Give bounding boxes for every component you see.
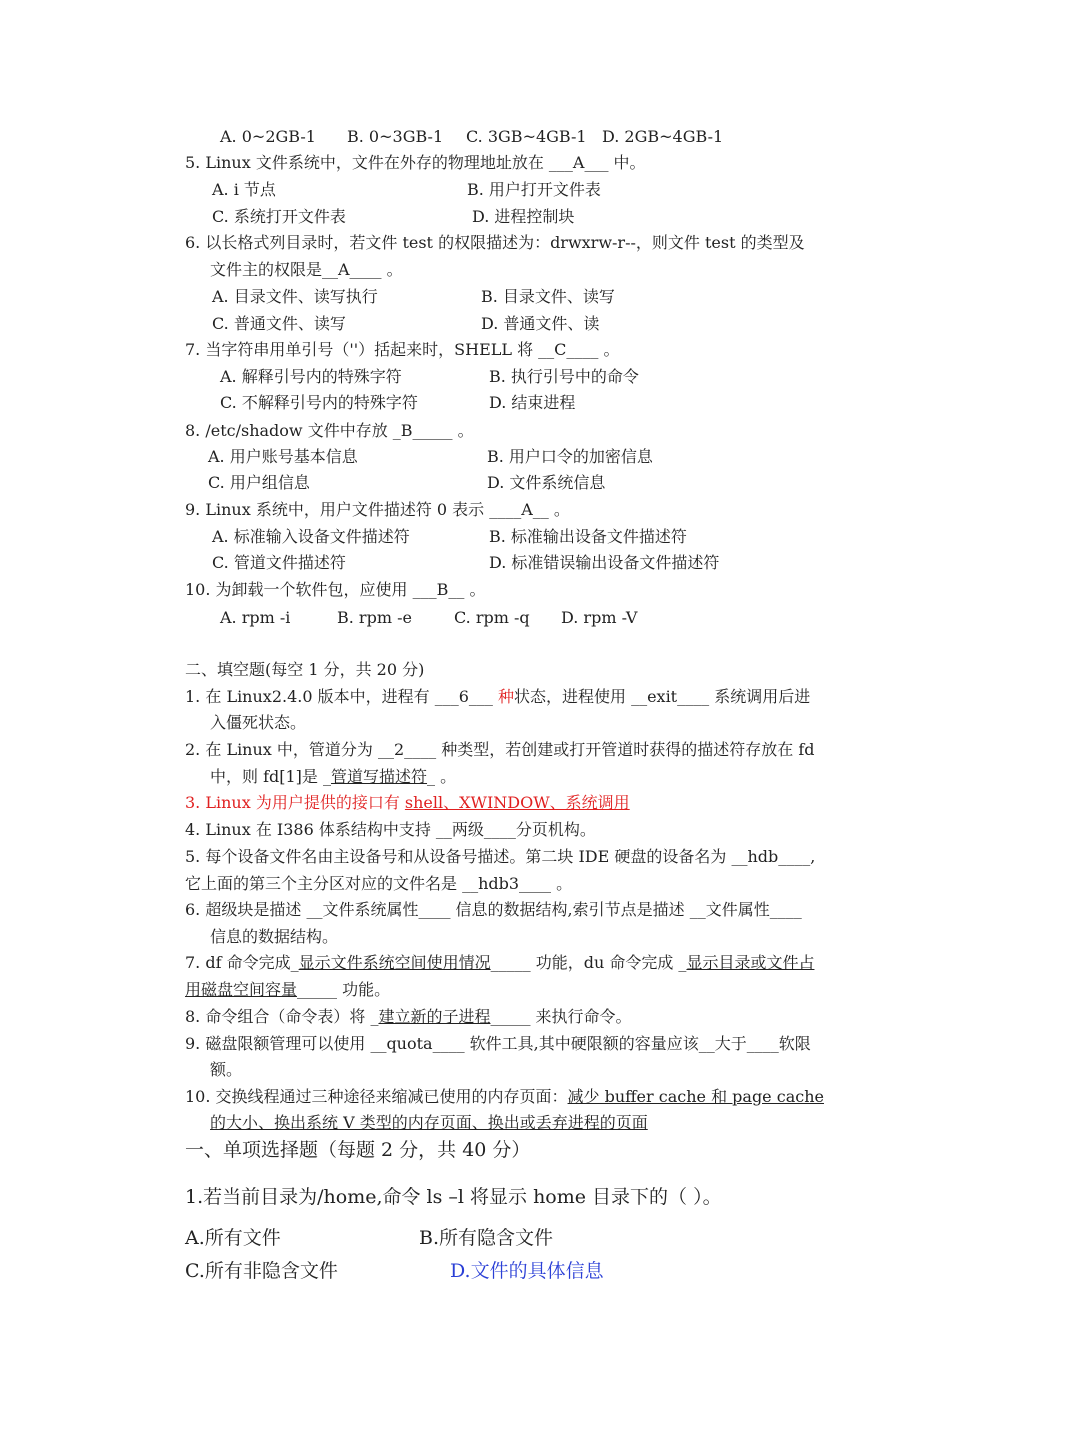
fill-q7-answer2a: 显示目录或文件占 <box>686 953 815 972</box>
q5-option-c: C. 系统打开文件表 <box>212 207 346 226</box>
q9-option-b: B. 标准输出设备文件描述符 <box>489 527 687 546</box>
q10-stem: 10. 为卸载一个软件包，应使用 ___B__ 。 <box>185 580 486 599</box>
q7-option-a: A. 解释引号内的特殊字符 <box>220 367 402 386</box>
q4-option-d: D. 2GB~4GB-1 <box>602 127 724 146</box>
fill-q1-text-a: 1. 在 Linux2.4.0 版本中，进程有 ___6___ <box>185 687 498 706</box>
mc-q1-option-b: B.所有隐含文件 <box>419 1227 554 1249</box>
q6-option-a: A. 目录文件、读写执行 <box>212 287 378 306</box>
q9-stem: 9. Linux 系统中，用户文件描述符 0 表示 ____A__ 。 <box>185 500 570 519</box>
q6-option-b: B. 目录文件、读写 <box>481 287 615 306</box>
q6-option-d: D. 普通文件、读 <box>481 314 600 333</box>
q5-option-b: B. 用户打开文件表 <box>467 180 601 199</box>
mc-q1-option-c: C.所有非隐含文件 <box>185 1260 338 1282</box>
fill-q1-line1 <box>185 687 810 707</box>
fill-q8-line <box>185 1007 632 1027</box>
q8-option-b: B. 用户口令的加密信息 <box>487 447 653 466</box>
fill-q2-text-b: _ 。 <box>427 767 457 786</box>
q7-option-b: B. 执行引号中的命令 <box>489 367 639 386</box>
q4-option-b: B. 0~3GB-1 <box>347 127 444 146</box>
fill-q9-line1: 9. 磁盘限额管理可以使用 __quota____ 软件工具,其中硬限额的容量应该__大于____软限 <box>185 1034 811 1053</box>
fill-q8-answer: 建立新的子进程 <box>378 1007 491 1026</box>
fill-q6-line2: 信息的数据结构。 <box>210 927 339 946</box>
fill-q10-line1 <box>185 1087 824 1107</box>
fill-q6-line1: 6. 超级块是描述 __文件系统属性____ 信息的数据结构,索引节点是描述 __文件属性____ <box>185 900 802 919</box>
mc-q1-option-d: D.文件的具体信息 <box>450 1260 604 1282</box>
q6-stem-line1: 6. 以长格式列目录时，若文件 test 的权限描述为：drwxrw-r--，则文件 test 的类型及 <box>185 233 805 252</box>
fill-q2-text-a: 中，则 fd[1]是 _ <box>210 767 332 786</box>
q9-option-d: D. 标准错误输出设备文件描述符 <box>489 553 720 572</box>
q6-option-c: C. 普通文件、读写 <box>212 314 346 333</box>
fill-q8-text-b: _____ 来执行命令。 <box>490 1007 632 1026</box>
q10-option-c: C. rpm -q <box>454 608 530 627</box>
fill-q1-line2: 入僵死状态。 <box>210 713 307 732</box>
q8-option-a: A. 用户账号基本信息 <box>208 447 358 466</box>
fill-q1-red-word: 种 <box>497 687 514 706</box>
fill-q5-line1: 5. 每个设备文件名由主设备号和从设备号描述。第二块 IDE 硬盘的设备名为 __hdb____, <box>185 847 816 866</box>
q9-option-a: A. 标准输入设备文件描述符 <box>212 527 410 546</box>
mc-q1-option-a: A.所有文件 <box>185 1227 281 1249</box>
q8-option-d: D. 文件系统信息 <box>487 473 606 492</box>
fill-q2-line2 <box>210 767 456 787</box>
fill-q7-answer2b: 用磁盘空间容量 <box>185 980 298 999</box>
fill-q7-text-a: 7. df 命令完成_ <box>185 953 299 972</box>
fill-q7-answer1: 显示文件系统空间使用情况 <box>298 953 491 972</box>
mc-q1-stem: 1.若当前目录为/home,命令 ls –l 将显示 home 目录下的（ ）。 <box>185 1186 722 1208</box>
q5-stem <box>185 153 646 173</box>
section1-title: 一、单项选择题（每题 2 分，共 40 分） <box>185 1139 531 1161</box>
fill-q8-text-a: 8. 命令组合（命令表）将 _ <box>185 1007 379 1026</box>
fill-q7-text-c: _____ 功能。 <box>297 980 391 999</box>
q5-stem-text: 5. Linux 文件系统中，文件在外存的物理地址放在 <box>185 153 549 172</box>
fill-q3-answer: shell、XWINDOW、系统调用 <box>404 793 630 812</box>
q5-answer: ___A___ <box>548 153 609 172</box>
q10-option-a: A. rpm -i <box>220 608 291 627</box>
fill-q3-line <box>185 793 630 813</box>
q7-option-d: D. 结束进程 <box>489 393 576 412</box>
q5-option-d: D. 进程控制块 <box>472 207 575 226</box>
q8-stem: 8. /etc/shadow 文件中存放 _B_____ 。 <box>185 421 474 440</box>
q8-option-c: C. 用户组信息 <box>208 473 310 492</box>
q4-option-c: C. 3GB~4GB-1 <box>466 127 587 146</box>
fill-q2-answer: 管道写描述符 <box>331 767 428 786</box>
fill-q9-line2: 额。 <box>210 1060 243 1079</box>
fill-q10-answer2: 的大小、换出系统 V 类型的内存页面、换出或丢弃进程的页面 <box>210 1113 648 1132</box>
fill-q2-line1: 2. 在 Linux 中，管道分为 __2____ 种类型，若创建或打开管道时获得的描述符存放在 fd <box>185 740 815 759</box>
q9-option-c: C. 管道文件描述符 <box>212 553 346 572</box>
q6-stem-line2: 文件主的权限是__A____ 。 <box>210 260 403 279</box>
q10-option-d: D. rpm -V <box>561 608 638 627</box>
q7-option-c: C. 不解释引号内的特殊字符 <box>220 393 418 412</box>
q7-stem: 7. 当字符串用单引号（''）括起来时，SHELL 将 __C____ 。 <box>185 340 620 359</box>
fill-q7-line2 <box>185 980 390 1000</box>
q10-option-b: B. rpm -e <box>337 608 412 627</box>
fill-q5-line2: 它上面的第三个主分区对应的文件名是 __hdb3____ 。 <box>185 874 573 893</box>
section2-title: 二、填空题(每空 1 分，共 20 分) <box>185 660 425 679</box>
fill-q3-text: 3. Linux 为用户提供的接口有 <box>185 793 405 812</box>
fill-q7-line1 <box>185 953 814 973</box>
fill-q10-text: 10. 交换线程通过三种途径来缩减已使用的内存页面： <box>185 1087 568 1106</box>
fill-q7-text-b: _____ 功能，du 命令完成 _ <box>490 953 687 972</box>
q4-option-a: A. 0~2GB-1 <box>220 127 316 146</box>
q5-stem-end: 中。 <box>608 153 646 172</box>
fill-q10-answer1: 减少 buffer cache 和 page cache <box>567 1087 824 1106</box>
q5-option-a: A. i 节点 <box>212 180 276 199</box>
fill-q4-line: 4. Linux 在 I386 体系结构中支持 __两级____分页机构。 <box>185 820 596 839</box>
fill-q1-text-b: 状态，进程使用 __exit____ 系统调用后进 <box>513 687 811 706</box>
